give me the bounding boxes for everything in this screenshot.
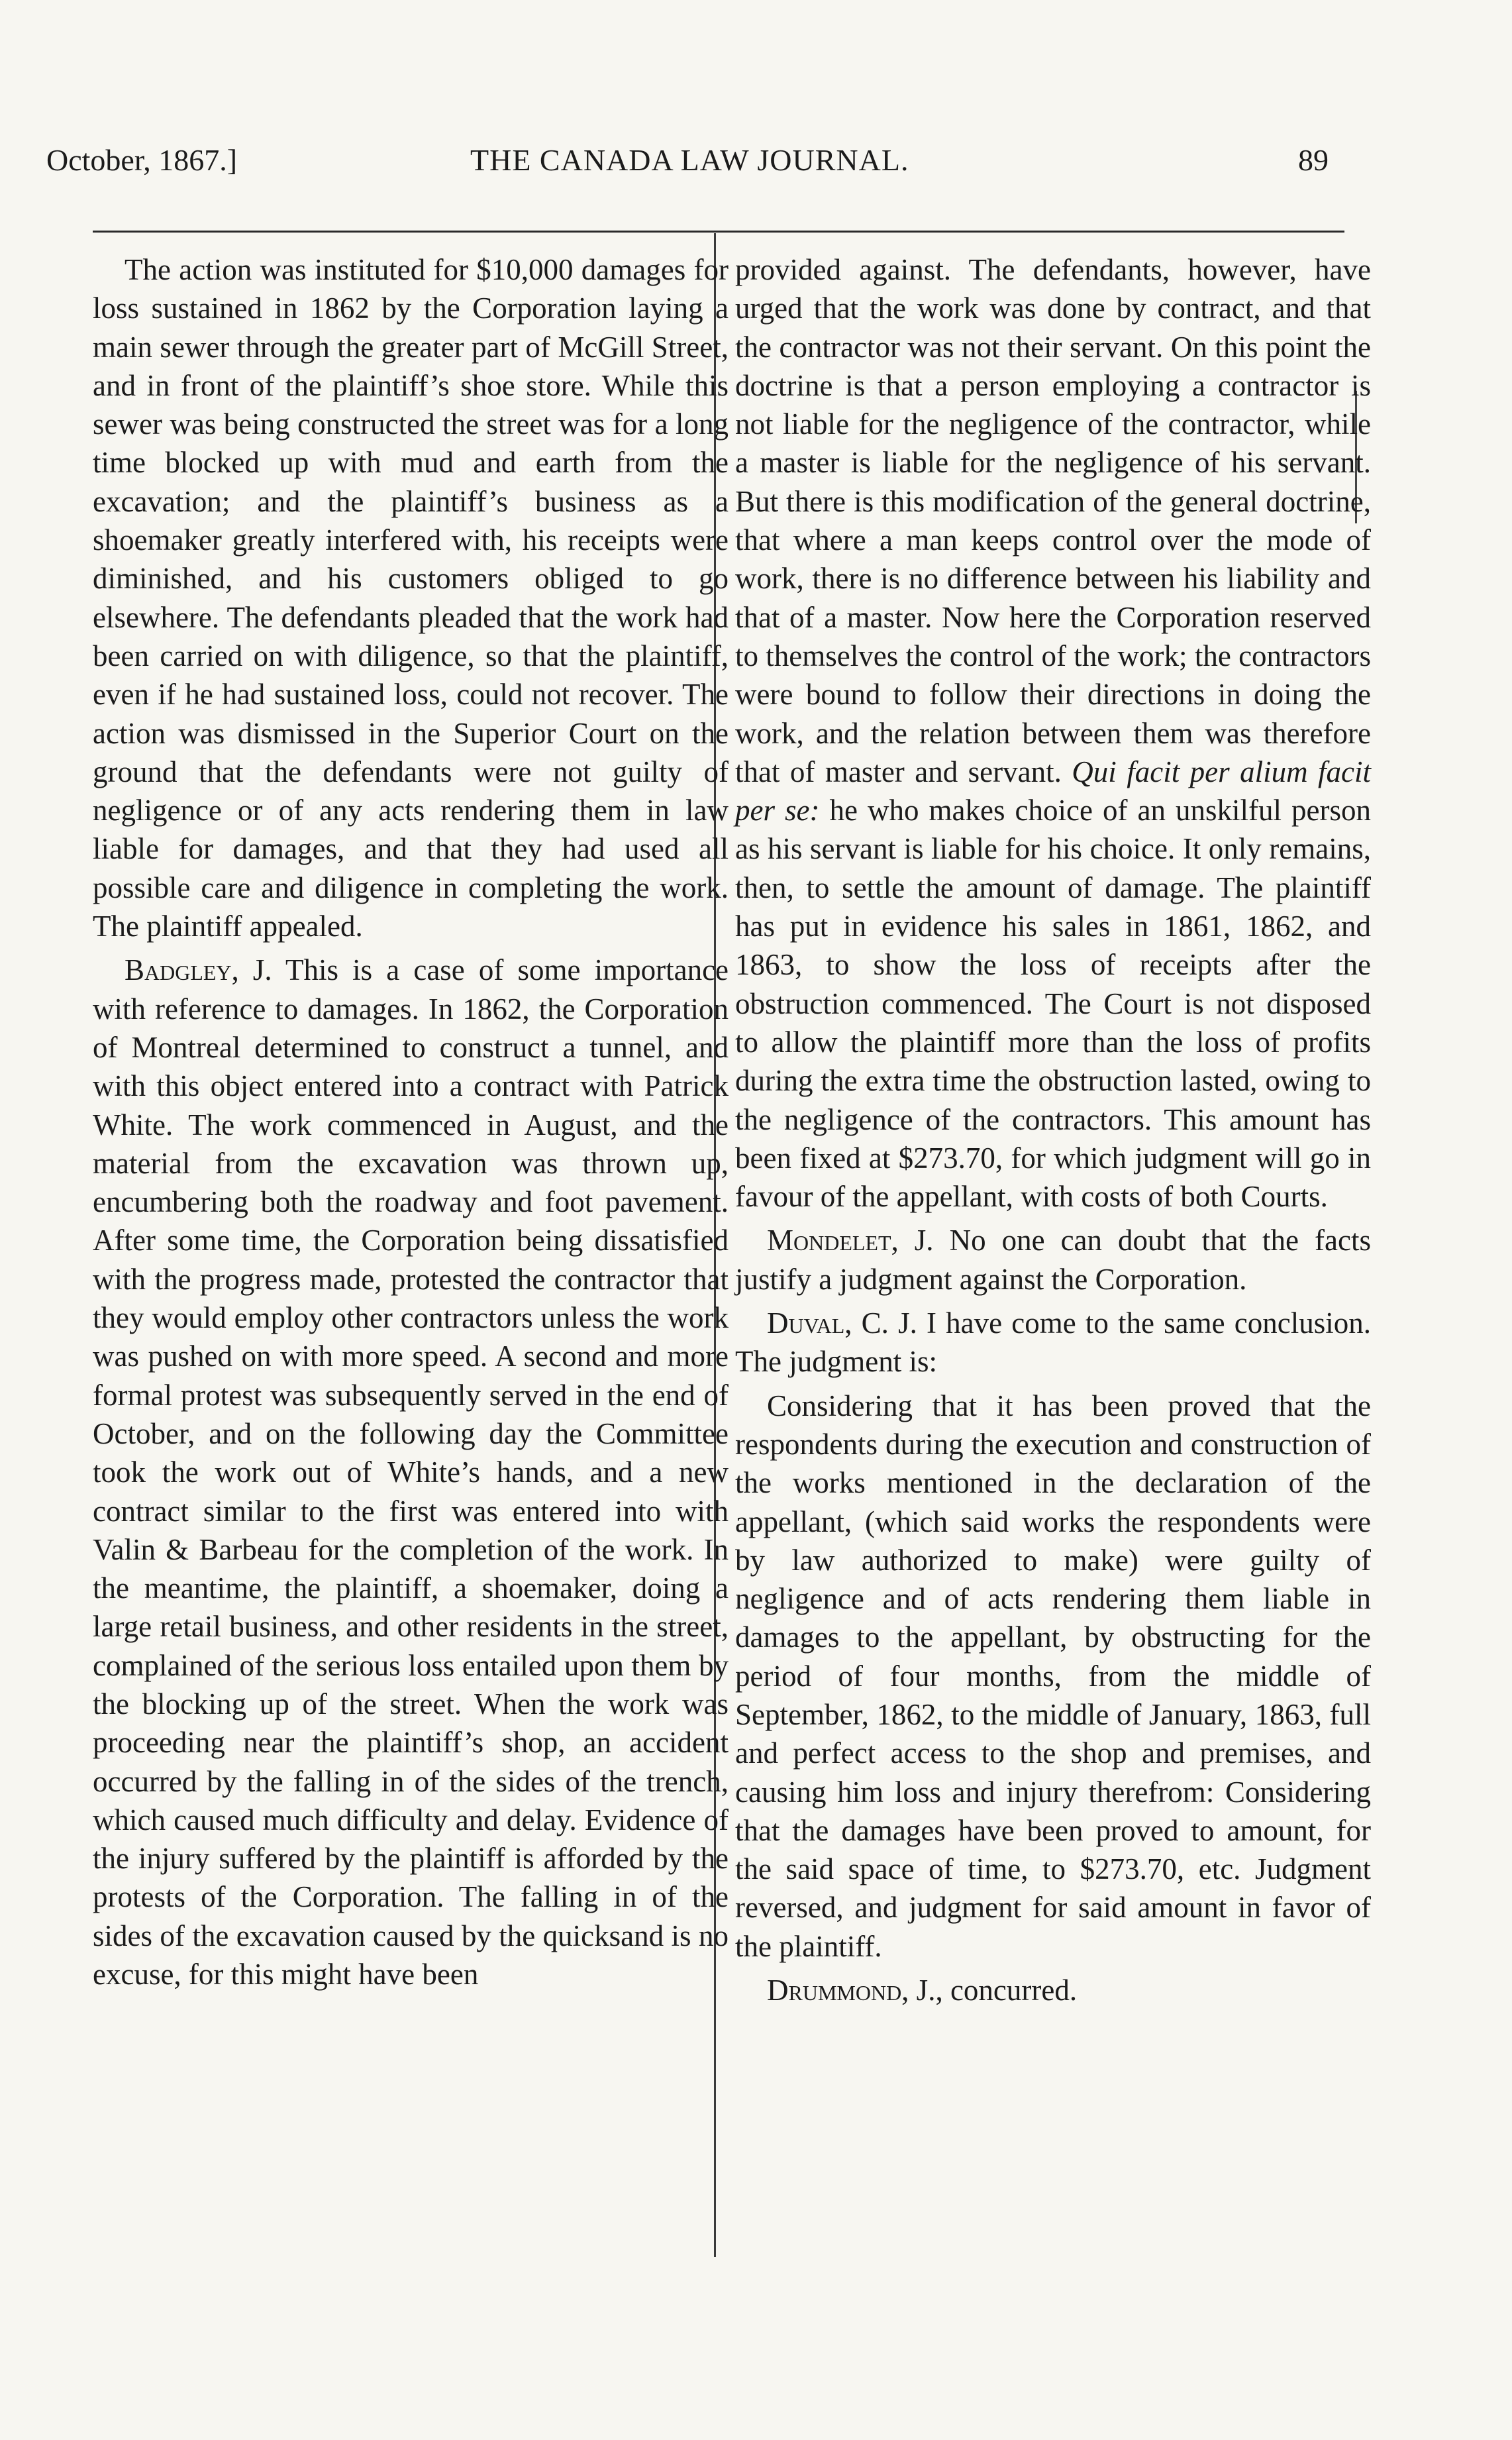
left-column bbox=[93, 250, 729, 1999]
latin-maxim: Qui facit per alium facit per se: bbox=[735, 755, 1372, 827]
duval-opinion-text: I have come to the same conclusion. The judgment is: bbox=[735, 1306, 1371, 1379]
badgley-opinion-text: This is a case of some importance with reference to damages. In 1862, the Corporation of Montreal determined to construct a tunnel, and with this object entered into a contract with Patrick White. The work commenced in August, and the material from the excavation was thrown up, encumbering both the roadway and foot pavement. After some time, the Corporation being dissatisfied with the progress made, protested the contractor that they would employ other contractors unless the work was pushed on with more speed. A second and more formal protest was subsequently served in the end of October, and on the following day the Committee took the work out of White’s hands, and a new contract similar to the first was entered into with Valin & Barbeau for the completion of the work. In the meantime, the plaintiff, a shoemaker, doing a large retail business, and other residents in the street, complained of the serious loss entailed upon them by the blocking up of the street. When the work was proceeding near the plaintiff’s shop, an accident occurred by the falling in of the sides of the trench, which caused much difficulty and delay. Evidence of the injury suffered by the plaintiff is afforded by the protests of the Corporation. The falling in of the sides of the excavation caused by the quicksand is no excuse, for this might have been bbox=[93, 953, 729, 1991]
judge-name-drummond: Drummond, J., bbox=[767, 1974, 943, 2007]
badgley-opinion-continued bbox=[735, 250, 1371, 1216]
drummond-concurrence-paragraph bbox=[735, 1971, 1371, 2009]
case-summary-paragraph: The action was instituted for $10,000 damages for loss sustained in 1862 by the Corporation laying a main sewer through the greater part of McGill Street, and in front of the plaintiff’s shoe store. While this sewer was being constructed the street was for a long time blocked up with mud and earth from the excavation; and the plaintiff’s business as a shoemaker greatly interfered with, his receipts were diminished, and his customers obliged to go elsewhere. The defendants pleaded that the work had been carried on with diligence, so that the plaintiff, even if he had sustained loss, could not recover. The action was dismissed in the Superior Court on the ground that the defendants were not guilty of negligence or of any acts rendering them in law liable for damages, and that they had used all possible care and diligence in completing the work. The plaintiff appealed. bbox=[93, 253, 729, 943]
judge-name-duval: Duval, C. J. bbox=[767, 1306, 917, 1340]
badgley-opinion-paragraph bbox=[93, 951, 729, 1993]
mondelet-opinion-paragraph bbox=[735, 1221, 1371, 1299]
page-number: 89 bbox=[1298, 143, 1329, 177]
duval-opinion-paragraph bbox=[735, 1304, 1371, 1381]
header-date: October, 1867.] bbox=[46, 143, 238, 177]
running-header bbox=[46, 142, 1338, 189]
mondelet-opinion-text: No one can doubt that the facts justify a judgment against the Corporation. bbox=[735, 1224, 1371, 1296]
judgment-paragraph: Considering that it has been proved that the respondents during the execution and construction of the works mentioned in the declaration of the appellant, (which said works the respondents were by law authorized to make) were guilty of negligence and of acts rendering them liable in damages to the appellant, by obstructing for the period of four months, from the middle of September, 1862, to the middle of January, 1863, full and perfect access to the shop and premises, and causing him loss and injury therefrom: Considering that the damages have been proved to amount, for the said space of time, to $273.70, etc. Judgment reversed, and judgment for said amount in favor of the plaintiff. bbox=[735, 1389, 1371, 1963]
judge-name-mondelet: Mondelet, J. bbox=[767, 1224, 934, 1257]
journal-title: THE CANADA LAW JOURNAL. bbox=[470, 143, 909, 177]
opinion-text-after-maxim: he who makes choice of an unskilful person as his servant is liable for his choice. It only remains, then, to settle the amount of damage. The plaintiff has put in evidence his sales in 1861, 1862, and 1863, to show the loss of receipts after the obstruction commenced. The Court is not disposed to allow the plaintiff more than the loss of profits during the extra time the obstruction lasted, owing to the negligence of the contractors. This amount has been fixed at $273.70, for which judgment will go in favour of the appellant, with costs of both Courts. bbox=[735, 794, 1371, 1214]
drummond-concurrence-text: concurred. bbox=[950, 1974, 1078, 2007]
right-column bbox=[735, 250, 1371, 2015]
judge-name-badgley: Badgley, J. bbox=[125, 953, 272, 987]
header-rule bbox=[93, 231, 1344, 233]
opinion-text-before-maxim: provided against. The defendants, however, have urged that the work was done by contract, and that the contractor was not their servant. On this point the doctrine is that a person employing a contractor is not liable for the negligence of the contractor, while a master is liable for the negligence of his servant. But there is this modification of the general doctrine, that where a man keeps control over the mode of work, there is no difference between his liability and that of a master. Now here the Corporation reserved to themselves the control of the work; the contractors were bound to follow their directions in doing the work, and the relation between them was therefore that of master and servant. bbox=[735, 253, 1371, 788]
